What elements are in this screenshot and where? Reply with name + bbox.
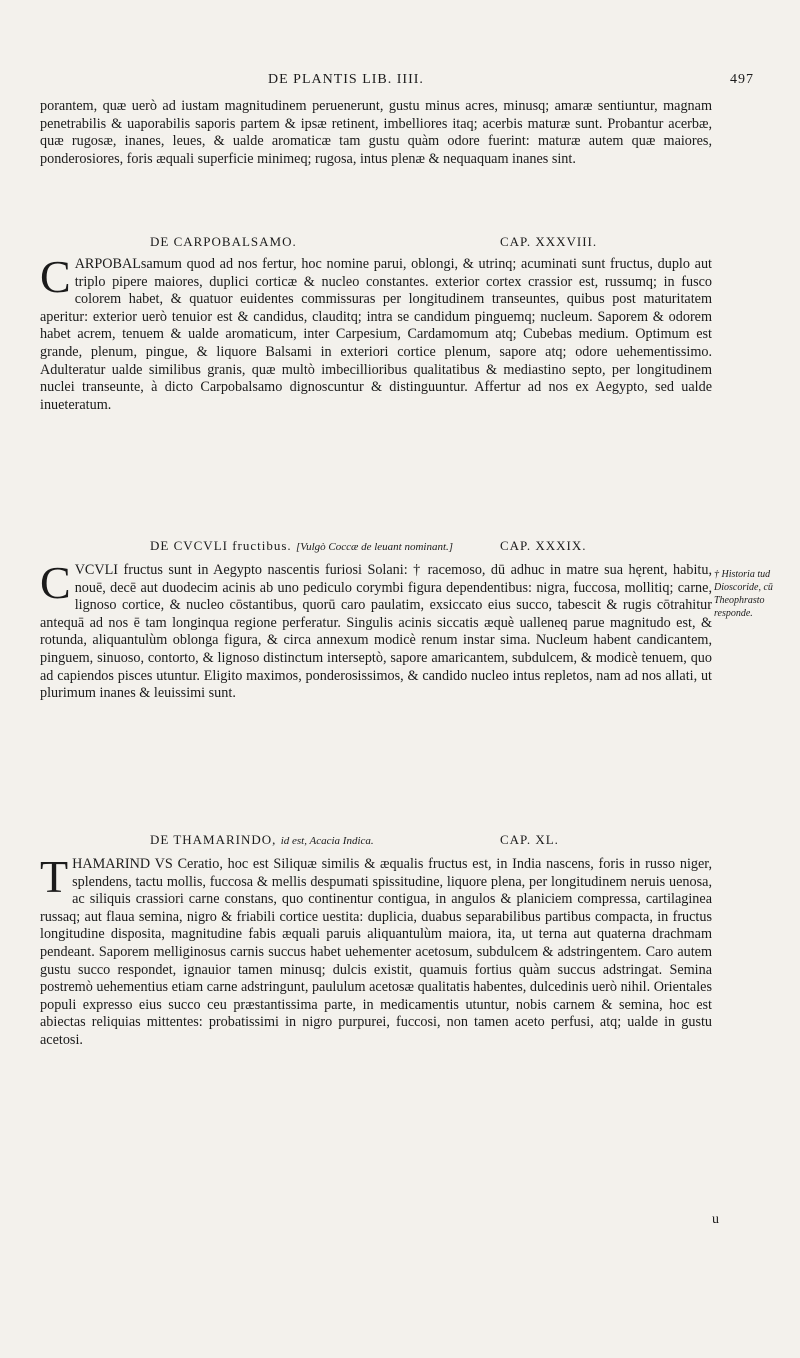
intro-text: porantem, quæ uerò ad iustam magnitudinem peruenerunt, gustu minus acres, minusq; amaræ sentiuntur, magnam penetrabilis & uaporabilis saporis partem & ipsæ retinent, imbelliores itaq; acerbis maturæ sunt. Probantur acerbæ, quæ rugosæ, inanes, leues, & ualde aromaticæ tam gustu quàm odore fuerint: maturæ autem quæ maiores, ponderosiores, foris æquali superficie minimeq; rugosa, intus plenæ & nequaquam inanes sint. (40, 98, 712, 167)
chapter-40-subtitle: id est, Acacia Indica. (280, 835, 374, 847)
chapter-39-body (40, 557, 712, 703)
chapter-38-title: DE CARPOBALSAMO. (150, 234, 297, 249)
chapter-38-text: ARPOBALsamum quod ad nos fertur, hoc nomine parui, oblongi, & utrinq; acuminati sunt fructus, duplo aut triplo pipere maiores, duplici corticæ & nucleo constantes. exterior cortex crassior est, russumq; in fusco colorem habet, & quatuor euidentes commissuras per longitudinem transeuntes, quibus post maturitatem aperitur: exterior uerò tenuior est & candidus, clauditq; intra se candidum pinguemq; nucleum. Saporem & odorem habet acrem, tenuem & ualde aromaticum, inter Carpesium, Cardamomum atq; Cubebas medium. Optimum est grande, plenum, pingue, & liquore Balsami in exteriori cortice plenum, sapore atq; odore uehementissimo. Adulteratur ualde similibus granis, quæ multò imbecillioribus qualitatibus & mediastino septo, per longitudinem nuclei transeunte, à dicto Carpobalsamo dignoscuntur & distinguuntur. Affertur ad nos ex Aegypto, sed ualde inueteratum. (40, 256, 712, 413)
chapter-38-body (40, 251, 712, 414)
catchword: u (712, 1212, 719, 1227)
margin-note: † Historia tud Dioscoride, cū Theophrasto responde. (714, 569, 773, 619)
chapter-39-number: CAP. XXXIX. (500, 538, 587, 553)
chapter-40-body (40, 851, 712, 1050)
running-title: DE PLANTIS LIB. IIII. (268, 72, 424, 87)
chapter-40-title: DE THAMARINDO, (150, 832, 277, 847)
chapter-38-heading (150, 234, 710, 250)
chapter-40-heading (150, 832, 710, 848)
running-header (0, 72, 800, 92)
chapter-40-drop-cap: T (40, 851, 69, 902)
chapter-40-text: HAMARIND VS Ceratio, hoc est Siliquæ similis & æqualis fructus est, in India nascens, foris in russo niger, splendens, tactu mollis, fuccosa & mellis despumati spissitudine, liquore plena, per longitudinem neruis uenosa, ac siliquis crassiori carne constans, quo continentur contigua, in angulos & planiciem compressa, cartilaginea russaq; aut flaua semina, nigro & friabili cortice uestita: duplicia, duabus separabilibus partibus compacta, in fructus longitudine disposita, magnitudine fabis æquali paruis aliquantulùm maiora, ita, ut terna aut quaterna drachmam pendeant. Saporem melliginosus carnis succus habet uehementer acetosum, subdulcem & adstringentem. Caro autem gustu succo respondet, ignauior tamen minusq; dulcis existit, quamuis fortius quàm succus adstringat. Semina postremò uehementius etiam carne adstringunt, paululum acetosæ qualitatis habentes, dulcedinis uerò nihil. Orientales populi expresso eius succo ceu præstantissima parte, in medicamentis utuntur, nobis carnem & semina, hoc est abiectas reliquias mittentes: probatissimi in nigro purpurei, fuccosi, non tamen aceto perfusi, atq; ualde in gustu acetosi. (40, 856, 712, 1048)
chapter-38-drop-cap: C (40, 251, 71, 302)
chapter-39-text: VCVLI fructus sunt in Aegypto nascentis furiosi Solani: † racemoso, dū adhuc in matre sua hęrent, habitu, nouē, decē aut duodecim acinis ab uno pediculo corymbi figura dependentibus: nigra, fuccosa, mollitiq; carne, lignoso cortice, & nucleo cōstantibus, quorū caro paulatim, exsiccato eius succo, tabescit & rugis cōtrahitur antequā ad nos ē tam longinqua regione perferatur. Singulis acinis siccatis æquè ualleneq parue magnitudo est, & rotunda, aliquantulùm oblonga figura, & circa annexum modicè renum instar sima. Nucleum habent candicantem, pinguem, sinuoso, contorto, & lignoso distinctum interseptò, sapore amaricantem, subdulcem, & modicè tenuem, quo ad capiendos pisces utuntur. Eligito maximos, ponderosissimos, & candido nucleo intus repletos, nam ad nos allati, ut plurimum inanes & leuissimi sunt. (40, 562, 712, 702)
chapter-38-number: CAP. XXXVIII. (500, 234, 598, 249)
chapter-39-heading (150, 538, 710, 554)
chapter-39-subtitle: [Vulgò Coccæ de leuant nominant.] (295, 541, 454, 553)
page-number: 497 (730, 72, 754, 87)
chapter-40-number: CAP. XL. (500, 832, 559, 847)
chapter-39-title: DE CVCVLI fructibus. (150, 538, 292, 553)
intro-paragraph (40, 98, 712, 168)
chapter-39-drop-cap: C (40, 557, 71, 608)
